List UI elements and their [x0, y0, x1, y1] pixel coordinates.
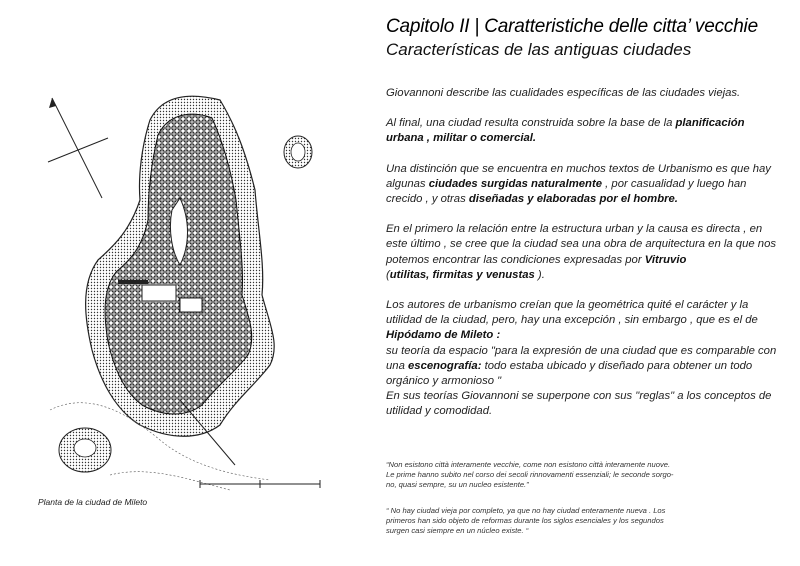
- quote-italian-line-2: Le prime hanno subito nel corso dei secoli rinnovamenti essenziali; le seconde sorgo-: [386, 470, 674, 479]
- quote-italian-line-3: no, quasi sempre, su un nucleo esistente.”: [386, 480, 529, 489]
- paragraph-5-bold-b: escenografía:: [408, 359, 482, 372]
- paragraph-5-text-a: Los autores de urbanismo creían que la geométrica quité el carácter y la utilidad de la ciudad, pero, hay una excepción , sin embargo , que es el de: [386, 299, 758, 327]
- paragraph-4-bold-a: Vitruvio: [644, 253, 687, 266]
- paragraph-5: [386, 298, 781, 420]
- page-title-italian: Capitolo II | Caratteristiche delle citta’ vecchie: [386, 16, 758, 37]
- paragraph-5-bold-a: Hipódamo de Mileto :: [386, 329, 501, 342]
- quote-italian: [386, 460, 716, 490]
- agora-block-south: [180, 298, 202, 312]
- quote-italian-line-1: “Non esistono città interamente vecchie, come non esistono città interamente nuove.: [386, 460, 671, 469]
- north-arrow-icon: [48, 98, 108, 198]
- quote-spanish-line-3: surgen casi siempre en un núcleo existe. “: [386, 526, 529, 535]
- quote-spanish: [386, 506, 716, 536]
- paragraph-3-bold-a: ciudades surgidas naturalmente: [428, 177, 602, 190]
- paragraph-3-text-b: , por casualidad y luego han crecido , y otras: [386, 177, 747, 206]
- paragraph-5-text-b: su teoría da espacio "para la expresión de una ciudad que es comparable con una: [386, 344, 777, 372]
- paragraph-3-bold-b: diseñadas y elaboradas por el hombre.: [468, 193, 678, 206]
- quote-spanish-line-2: primeros han sido objeto de reformas durante los siglos esenciales y los segundos: [386, 516, 664, 525]
- map-caption: Planta de la ciudad de Mileto: [38, 497, 148, 507]
- page-title-spanish: Características de las antiguas ciudades: [386, 40, 692, 59]
- paragraph-4-paren-open: (: [386, 268, 390, 281]
- quote-spanish-line-1: “ No hay ciudad vieja por completo, ya que no hay ciudad enteramente nueva . Los: [386, 506, 666, 515]
- paragraph-4-bold-b: utilitas, firmitas y venustas: [389, 268, 535, 281]
- paragraph-5-text-d: En sus teorías Giovannoni se superpone con sus "reglas" a los conceptos de utilidad y comodidad.: [386, 390, 772, 418]
- paragraph-3: [386, 162, 781, 208]
- body-text: [386, 86, 781, 435]
- paragraph-1: [386, 86, 781, 101]
- agora-block: [142, 285, 176, 301]
- paragraph-2-bold: planificación urbana , militar o comercial.: [386, 117, 745, 145]
- paragraph-5-text-c: todo estaba ubicado y diseñado para obtener un todo orgánico y armonioso ": [386, 359, 753, 388]
- paragraph-4-text-a: En el primero la relación entre la estructura urban y la causa es directa , en este último , se cree que la ciudad sea una obra de arquitectura en la que nos potemos encontrar las condiciones expresadas por: [386, 223, 776, 266]
- paragraph-2-text: Al final, una ciudad resulta construida sobre la base de la: [386, 117, 676, 130]
- miletus-plan-drawing: [30, 80, 360, 500]
- paragraph-3-text-a: Una distinción que se encuentra en muchos textos de Urbanismo es que hay algunas: [386, 162, 771, 190]
- paragraph-4-paren-close: ).: [534, 268, 545, 281]
- miletus-plan-svg: [30, 80, 360, 500]
- paragraph-2: [386, 116, 781, 146]
- harbor-pier: [118, 280, 148, 284]
- paragraph-4: [386, 222, 781, 283]
- paragraph-1-text: Giovannoni describe las cualidades específicas de las ciudades viejas.: [386, 87, 741, 99]
